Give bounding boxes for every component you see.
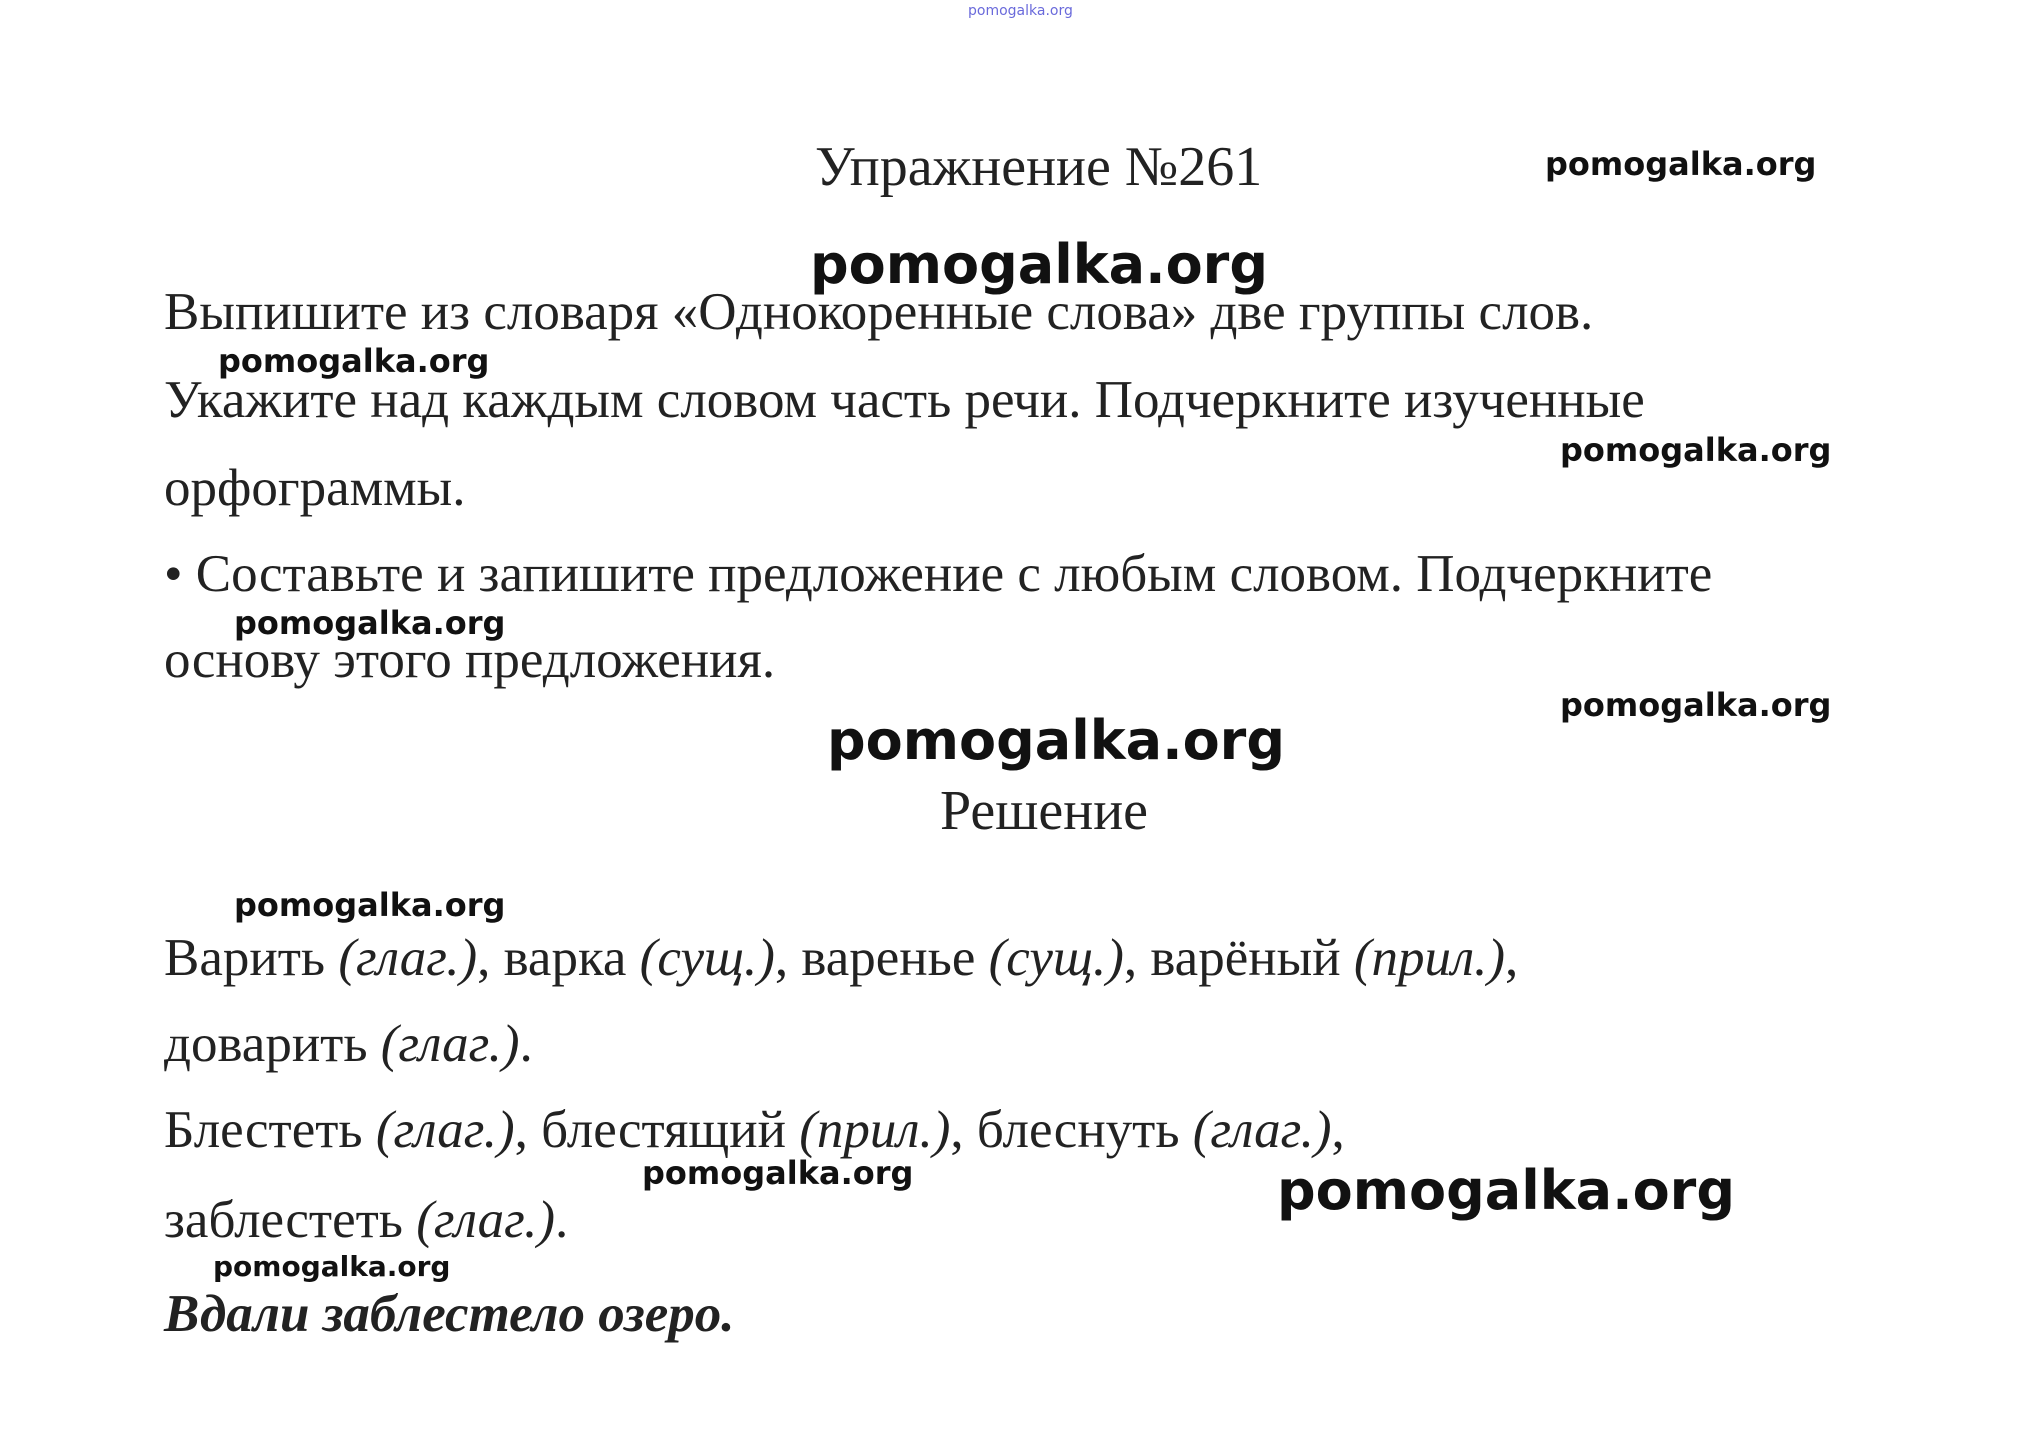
watermark: pomogalka.org bbox=[1545, 145, 1817, 183]
solution-sentence: Вдали заблестело озеро. bbox=[164, 1285, 735, 1343]
watermark: pomogalka.org bbox=[810, 233, 1268, 296]
part-of-speech: (глаг.) bbox=[375, 1101, 515, 1159]
task-line-3: орфограммы. bbox=[164, 459, 466, 517]
part-of-speech: (прил.) bbox=[1353, 929, 1505, 987]
solution-line-2 bbox=[164, 1014, 533, 1074]
exercise-title: Упражнение №261 bbox=[815, 136, 1263, 198]
word: заблестеть bbox=[164, 1191, 417, 1249]
task-line-5: основу этого предложения. bbox=[164, 631, 776, 689]
task-line-2: Укажите над каждым словом часть речи. Подчеркните изученные bbox=[164, 371, 1645, 429]
watermark: pomogalka.org bbox=[234, 604, 506, 642]
watermark: pomogalka.org bbox=[1277, 1159, 1735, 1222]
part-of-speech: (глаг.) bbox=[338, 929, 478, 987]
word: Варить bbox=[164, 929, 326, 987]
punctuation: . bbox=[554, 1191, 569, 1249]
word: , варенье bbox=[774, 929, 989, 987]
word: доварить bbox=[164, 1015, 381, 1073]
task-line-1: Выпишите из словаря «Однокоренные слова» две группы слов. bbox=[164, 283, 1594, 341]
part-of-speech: (сущ.) bbox=[988, 929, 1124, 987]
solution-line-1 bbox=[164, 928, 1518, 988]
word: , варка bbox=[477, 929, 640, 987]
watermark-top: pomogalka.org bbox=[968, 3, 1073, 19]
watermark: pomogalka.org bbox=[1560, 686, 1832, 724]
task-line-4: • Составьте и запишите предложение с любым словом. Подчеркните bbox=[164, 545, 1713, 603]
solution-line-3 bbox=[164, 1100, 1345, 1160]
part-of-speech: (глаг.) bbox=[416, 1191, 555, 1249]
punctuation: , bbox=[1505, 929, 1519, 987]
punctuation: , bbox=[1331, 1101, 1345, 1159]
word: Блестеть bbox=[164, 1101, 376, 1159]
part-of-speech: (сущ.) bbox=[639, 929, 775, 987]
watermark: pomogalka.org bbox=[218, 342, 490, 380]
watermark: pomogalka.org bbox=[213, 1250, 451, 1283]
part-of-speech: (прил.) bbox=[799, 1101, 951, 1159]
watermark: pomogalka.org bbox=[642, 1154, 914, 1192]
word: , блеснуть bbox=[950, 1101, 1193, 1159]
solution-line-4 bbox=[164, 1190, 568, 1250]
watermark: pomogalka.org bbox=[827, 709, 1285, 772]
word: , блестящий bbox=[514, 1101, 800, 1159]
watermark: pomogalka.org bbox=[1560, 431, 1832, 469]
watermark: pomogalka.org bbox=[234, 886, 506, 924]
punctuation: . bbox=[519, 1015, 533, 1073]
part-of-speech: (глаг.) bbox=[1192, 1101, 1332, 1159]
solution-title: Решение bbox=[940, 780, 1149, 842]
word: , варёный bbox=[1123, 929, 1354, 987]
part-of-speech: (глаг.) bbox=[380, 1015, 520, 1073]
